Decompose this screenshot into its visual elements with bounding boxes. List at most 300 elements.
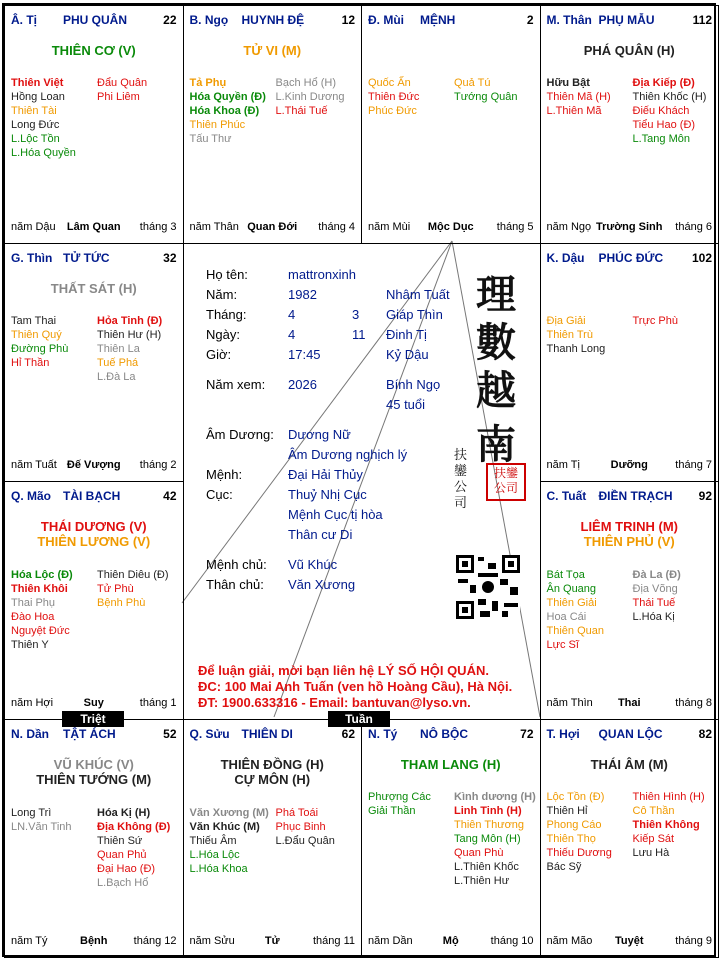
minor-star: L.Đà La [97, 371, 136, 383]
minor-star: L.Thiên Hư [454, 875, 510, 887]
palace-header [190, 13, 356, 29]
minor-star: Văn Xương (M) [189, 807, 269, 819]
minor-star: L.Hóa Quyền [11, 147, 76, 159]
palace-ty [361, 719, 541, 958]
minor-stars-right [97, 806, 170, 890]
minor-star: Tuế Phá [97, 357, 139, 369]
minor-stars-right [454, 790, 536, 888]
hour-solar: 17:45 [288, 347, 321, 362]
minor-star: L.Tang Môn [632, 133, 690, 145]
minor-star: Nguyệt Đức [11, 625, 70, 637]
palace-year: năm Dần [368, 935, 413, 947]
major-star: VŨ KHÚC (V) [53, 757, 134, 772]
palace-number: 12 [341, 13, 355, 27]
major-stars [5, 519, 183, 549]
palace-footer [190, 935, 356, 949]
minor-star: Thiên Quan [546, 625, 604, 637]
minor-star: Thiên Mã (H) [546, 91, 611, 103]
palace-mao [4, 481, 184, 720]
minor-stars-left [368, 76, 419, 118]
minor-star: Thai Phụ [11, 597, 56, 609]
minor-stars-right [97, 76, 147, 104]
minor-star: Tử Phù [97, 583, 134, 595]
palace-dan [4, 719, 184, 958]
palace-stage: Dưỡng [610, 459, 648, 471]
palace-month: tháng 5 [496, 221, 534, 233]
menh-value: Đại Hải Thủy [288, 467, 363, 482]
palace-month: tháng 9 [675, 935, 712, 947]
minor-star: Trực Phù [632, 315, 678, 327]
palace-number: 82 [698, 727, 712, 741]
palace-stage: Trường Sinh [595, 221, 663, 233]
cuc-2: Mệnh Cục tị hòa [288, 507, 383, 522]
minor-star: Đại Hao (Đ) [97, 863, 156, 875]
minor-star: Bệnh Phù [97, 597, 146, 609]
minor-star: Đào Hoa [11, 611, 55, 623]
major-stars [5, 43, 183, 58]
major-stars [541, 519, 719, 549]
minor-star: L.Lộc Tồn [11, 133, 60, 145]
minor-star: Thiên Khốc (H) [632, 91, 707, 103]
vertical-seal-text [454, 448, 468, 512]
minor-star: Đường Phù [11, 343, 69, 355]
major-stars [541, 43, 719, 58]
palace-dau [540, 243, 720, 482]
palace-than [540, 5, 720, 244]
palace-stage: Mộ [442, 935, 459, 947]
minor-star: Thiên Không [632, 819, 700, 831]
palace-suu [183, 719, 363, 958]
minor-star: Lực Sĩ [546, 639, 579, 651]
palace-footer [547, 221, 713, 235]
major-star: CỰ MÔN (H) [234, 772, 311, 787]
minor-star: Long Trì [11, 807, 52, 819]
minor-star: Thiên Hỉ [546, 805, 588, 817]
minor-star: Thiên La [97, 343, 140, 355]
palace-branch: N. Dần [11, 727, 50, 741]
palace-header [368, 727, 534, 743]
palace-year: năm Tý [11, 935, 48, 947]
minor-stars-right [97, 568, 169, 610]
minor-star: Quả Tú [454, 77, 491, 89]
palace-stage: Quan Đới [247, 221, 298, 233]
palace-year: năm Mão [546, 935, 593, 947]
minor-star: Thiên Đức [368, 91, 420, 103]
seal-char-1: 理 [476, 271, 516, 318]
minor-star: L.Hóa Khoa [189, 863, 248, 875]
palace-name: TÀI BẠCH [63, 489, 121, 503]
palace-tuat [540, 481, 720, 720]
minor-star: Tấu Thư [189, 133, 232, 145]
name-value: mattronxinh [288, 267, 356, 282]
minor-star: Thanh Long [546, 343, 606, 355]
major-stars [541, 757, 719, 772]
palace-branch: K. Dậu [546, 251, 585, 265]
day-solar: 4 [288, 327, 296, 342]
minor-star: L.Hóa Lộc [189, 849, 240, 861]
palace-branch: Đ. Mùi [368, 13, 404, 27]
contact-line-3: ĐT: 1900.633316 - Email: bantuvan@lyso.vn. [198, 695, 471, 710]
palace-month: tháng 3 [139, 221, 177, 233]
minor-star: L.Bạch Hổ [97, 877, 149, 889]
stamp-text: 扶鑾公司 [493, 466, 518, 495]
view-year: 2026 [288, 377, 317, 392]
minor-star: Linh Tinh (H) [454, 805, 522, 817]
triet-tag: Triệt [62, 711, 124, 727]
than-chu-value: Văn Xương [288, 577, 356, 592]
palace-year: năm Mùi [368, 221, 411, 233]
minor-stars-right [633, 790, 705, 860]
minor-star: Hỏa Tinh (Đ) [97, 315, 163, 327]
vertical-seal-label: 扶鑾公司 [454, 448, 468, 511]
major-star: THẤT SÁT (H) [50, 281, 137, 296]
minor-star: Thiên Việt [11, 77, 64, 89]
minor-star: Thiên Sứ [97, 835, 143, 847]
major-stars [184, 757, 362, 787]
minor-stars-left [11, 314, 68, 370]
palace-number: 92 [698, 489, 712, 503]
minor-star: Bát Tọa [546, 569, 585, 581]
minor-star: Phúc Đức [368, 105, 417, 117]
seal-char-4: 南 [476, 421, 516, 468]
minor-star: Bạch Hổ (H) [275, 77, 337, 89]
palace-stage: Đế Vượng [66, 459, 121, 471]
minor-star: Hóa Lộc (Đ) [11, 569, 73, 581]
palace-month: tháng 10 [490, 935, 534, 947]
palace-month: tháng 7 [675, 459, 712, 471]
palace-footer [547, 697, 713, 711]
qr-code[interactable] [456, 555, 520, 619]
minor-star: Phượng Các [368, 791, 431, 803]
minor-star: Thiên Phúc [189, 119, 246, 131]
minor-star: Thiên Diêu (Đ) [97, 569, 169, 581]
minor-stars-right [276, 76, 345, 118]
major-star: TỬ VI (M) [243, 43, 302, 58]
minor-star: Tiểu Hao (Đ) [632, 119, 696, 131]
minor-star: Giải Thần [368, 805, 416, 817]
palace-year: năm Thìn [546, 697, 593, 709]
minor-star: Thiếu Âm [189, 835, 237, 847]
label-name: Họ tên: [206, 267, 248, 282]
palace-month: tháng 12 [133, 935, 177, 947]
minor-star: Thiên Quý [11, 329, 62, 341]
palace-number: 42 [163, 489, 177, 503]
palace-footer [547, 935, 713, 949]
palace-number: 22 [163, 13, 177, 27]
label-menh: Mệnh: [206, 467, 243, 482]
minor-star: Phong Cáo [546, 819, 602, 831]
minor-star: Quan Phủ [97, 849, 147, 861]
palace-footer [11, 697, 177, 711]
minor-star: L.Thiên Khốc [454, 861, 519, 873]
palace-number: 2 [526, 13, 534, 27]
minor-stars-left [547, 568, 604, 652]
palace-branch: Q. Sửu [189, 727, 230, 741]
palace-branch: Q. Mão [11, 489, 52, 503]
minor-star: Đẩu Quân [97, 77, 148, 89]
palace-number: 52 [163, 727, 177, 741]
palace-header [547, 251, 713, 267]
cuc-1: Thuỷ Nhị Cục [288, 487, 367, 502]
minor-star: Địa Võng [632, 583, 678, 595]
major-stars [5, 281, 183, 296]
cuc-3: Thân cư Di [288, 527, 353, 542]
palace-year: năm Tị [546, 459, 580, 471]
minor-stars-left [11, 76, 76, 160]
seal-char-2: 數 [476, 319, 516, 366]
minor-star: Thiên Giải [546, 597, 597, 609]
minor-star: Địa Kiếp (Đ) [632, 77, 695, 89]
minor-stars-right [633, 314, 678, 328]
label-yinyang: Âm Dương: [206, 427, 274, 442]
palace-year: năm Hợi [11, 697, 54, 709]
palace-header [11, 13, 177, 29]
major-star: LIÊM TRINH (M) [580, 519, 678, 534]
palace-ti [4, 5, 184, 244]
minor-star: Thiên Khôi [11, 583, 68, 595]
minor-star: Thiên Y [11, 639, 49, 651]
palace-name: MỆNH [420, 13, 456, 27]
minor-stars-left [11, 568, 73, 652]
month-solar: 4 [288, 307, 296, 322]
day-lunar-num: 11 [352, 327, 366, 342]
major-star: THIÊN TƯỚNG (M) [36, 772, 152, 787]
palace-ngo [183, 5, 363, 244]
palace-branch: B. Ngọ [189, 13, 229, 27]
minor-star: Tả Phụ [189, 77, 227, 89]
minor-stars-left [547, 314, 606, 356]
palace-number: 102 [691, 251, 712, 265]
tuvi-chart [2, 3, 716, 957]
minor-star: Hóa Kị (H) [97, 807, 151, 819]
palace-header [11, 727, 177, 743]
minor-star: Hóa Khoa (Đ) [189, 105, 260, 117]
palace-name: HUYNH ĐỆ [241, 13, 305, 27]
palace-branch: C. Tuất [546, 489, 587, 503]
major-stars [184, 43, 362, 58]
palace-month: tháng 6 [675, 221, 712, 233]
palace-name: ĐIỀN TRẠCH [598, 489, 673, 503]
minor-stars-right [97, 314, 162, 384]
major-star: THIÊN CƠ (V) [51, 43, 136, 58]
minor-star: Tướng Quân [454, 91, 518, 103]
minor-star: Quan Phù [454, 847, 504, 859]
minor-star: Ân Quang [546, 583, 597, 595]
minor-star: Địa Giải [546, 315, 586, 327]
minor-star: Hỉ Thần [11, 357, 50, 369]
minor-stars-right [633, 568, 681, 624]
label-menh-chu: Mệnh chủ: [206, 557, 267, 572]
palace-year: năm Tuất [11, 459, 57, 471]
minor-star: Hồng Loan [11, 91, 65, 103]
palace-header [190, 727, 356, 743]
minor-star: Văn Khúc (M) [189, 821, 260, 833]
minor-star: L.Kinh Dương [275, 91, 345, 103]
day-lunar: Đinh Tị [386, 327, 427, 342]
palace-footer [190, 221, 356, 235]
palace-branch: G. Thìn [11, 251, 53, 265]
palace-stage: Suy [83, 697, 104, 709]
palace-month: tháng 1 [139, 697, 177, 709]
minor-stars-left [547, 76, 611, 118]
palace-month: tháng 11 [312, 935, 355, 947]
minor-star: Hoa Cái [546, 611, 587, 623]
minor-star: Hóa Quyền (Đ) [189, 91, 266, 103]
palace-footer [368, 935, 534, 949]
minor-star: Đà La (Đ) [632, 569, 681, 581]
hour-lunar: Kỷ Dậu [386, 347, 429, 362]
yinyang-1: Dương Nữ [288, 427, 351, 442]
palace-hoi [540, 719, 720, 958]
minor-star: Thiên Hư (H) [97, 329, 162, 341]
seal-char-3: 越 [476, 367, 516, 414]
palace-thin [4, 243, 184, 482]
minor-star: Kiếp Sát [632, 833, 675, 845]
yinyang-2: Âm Dương nghịch lý [288, 447, 408, 462]
minor-star: L.Hóa Kị [632, 611, 675, 623]
palace-header [11, 489, 177, 505]
label-year: Năm: [206, 287, 238, 302]
minor-star: Điếu Khách [632, 105, 690, 117]
contact-line-2: ĐC: 100 Mai Anh Tuấn (ven hồ Hoàng Cầu), Hà Nội. [198, 679, 513, 694]
palace-number: 72 [520, 727, 534, 741]
minor-star: Thiên Thọ [546, 833, 596, 845]
palace-name: QUAN LỘC [598, 727, 663, 741]
palace-stage: Bệnh [80, 935, 108, 947]
palace-name: TỬ TỨC [63, 251, 110, 265]
minor-star: Thiên Tài [11, 105, 57, 117]
label-cuc: Cục: [206, 487, 233, 502]
minor-stars-right [276, 806, 335, 848]
minor-star: Thiên Trù [546, 329, 593, 341]
palace-branch: Â. Tị [11, 13, 37, 27]
minor-star: Kình dương (H) [454, 791, 536, 803]
palace-number: 112 [692, 13, 712, 27]
major-star: THIÊN ĐỒNG (H) [220, 757, 324, 772]
palace-branch: T. Hợi [546, 727, 580, 741]
palace-month: tháng 8 [675, 697, 712, 709]
palace-name: PHÚC ĐỨC [598, 251, 664, 265]
palace-branch: N. Tý [368, 727, 398, 741]
palace-name: TẬT ÁCH [63, 727, 116, 741]
palace-footer [11, 459, 177, 473]
label-hour: Giờ: [206, 347, 232, 362]
palace-header [547, 13, 713, 29]
major-star: THÁI DƯƠNG (V) [40, 519, 147, 534]
label-view-year: Năm xem: [206, 377, 266, 392]
minor-star: Cô Thần [632, 805, 675, 817]
view-year-lunar: Bính Ngọ [386, 377, 441, 392]
palace-footer [368, 221, 534, 235]
minor-star: L.Thiên Mã [546, 105, 602, 117]
palace-year: năm Thân [189, 221, 239, 233]
year-solar: 1982 [288, 287, 317, 302]
minor-star: Phục Binh [275, 821, 326, 833]
minor-star: LN.Văn Tinh [11, 821, 72, 833]
minor-star: Phi Liêm [97, 91, 140, 103]
menh-chu-value: Vũ Khúc [288, 557, 338, 572]
palace-name: PHỤ MẪU [598, 13, 655, 27]
minor-stars-right [454, 76, 518, 104]
minor-stars-left [368, 790, 431, 818]
palace-header [368, 13, 534, 29]
palace-footer [11, 935, 177, 949]
month-lunar: Giáp Thìn [386, 307, 443, 322]
label-month: Tháng: [206, 307, 247, 322]
year-lunar: Nhâm Tuất [386, 287, 450, 302]
palace-mui [361, 5, 541, 244]
major-star: THIÊN PHỦ (V) [583, 534, 675, 549]
minor-star: Tang Môn (H) [454, 833, 521, 845]
palace-name: NÔ BỘC [420, 727, 468, 741]
palace-stage: Tuyệt [614, 935, 644, 947]
palace-branch: M. Thân [546, 13, 592, 27]
minor-star: Phá Toái [275, 807, 319, 819]
major-stars [362, 757, 540, 772]
palace-header [11, 251, 177, 267]
palace-year: năm Sửu [189, 935, 235, 947]
palace-year: năm Dậu [11, 221, 56, 233]
age: 45 tuổi [386, 397, 426, 412]
minor-stars-right [633, 76, 707, 146]
palace-header [547, 489, 713, 505]
label-day: Ngày: [206, 327, 240, 342]
palace-stage: Thai [617, 697, 641, 709]
minor-star: Bác Sỹ [546, 861, 582, 873]
minor-stars-left [11, 806, 72, 834]
minor-stars-left [547, 790, 612, 874]
minor-star: Long Đức [11, 119, 60, 131]
minor-star: Thái Tuế [632, 597, 676, 609]
minor-star: Quốc Ấn [368, 77, 411, 89]
palace-name: PHU QUÂN [63, 13, 128, 27]
palace-month: tháng 4 [318, 221, 355, 233]
minor-star: L.Đẩu Quân [275, 835, 335, 847]
palace-stage: Mộc Dục [427, 221, 474, 233]
minor-star: Thiếu Dương [546, 847, 612, 859]
minor-star: Hữu Bật [546, 77, 590, 89]
major-star: THÁI ÂM (M) [590, 757, 668, 772]
palace-footer [547, 459, 713, 473]
contact-line-1: Để luận giải, mời bạn liên hệ LÝ SỐ HỘI QUÁN. [198, 663, 489, 678]
minor-stars-left [190, 806, 269, 876]
palace-number: 62 [341, 727, 355, 741]
minor-star: L.Thái Tuế [275, 105, 328, 117]
major-star: THAM LANG (H) [400, 757, 501, 772]
palace-header [547, 727, 713, 743]
palace-number: 32 [163, 251, 177, 265]
stamp [486, 463, 526, 501]
month-lunar-num: 3 [352, 307, 360, 322]
minor-star: Lộc Tồn (Đ) [546, 791, 605, 803]
minor-star: Thiên Hình (H) [632, 791, 705, 803]
label-than-chu: Thân chủ: [206, 577, 264, 592]
minor-star: Lưu Hà [632, 847, 670, 859]
major-star: PHÁ QUÂN (H) [583, 43, 675, 58]
palace-footer [11, 221, 177, 235]
tuan-tag: Tuần [328, 711, 390, 727]
center-info [184, 243, 540, 719]
palace-year: năm Ngọ [546, 221, 592, 233]
palace-name: THIÊN DI [241, 727, 293, 741]
minor-star: Tam Thai [11, 315, 57, 327]
palace-stage: Tử [264, 935, 280, 947]
minor-stars-left [190, 76, 266, 146]
palace-month: tháng 2 [139, 459, 177, 471]
major-stars [5, 757, 183, 787]
major-star: THIÊN LƯƠNG (V) [37, 534, 151, 549]
minor-star: Địa Không (Đ) [97, 821, 171, 833]
